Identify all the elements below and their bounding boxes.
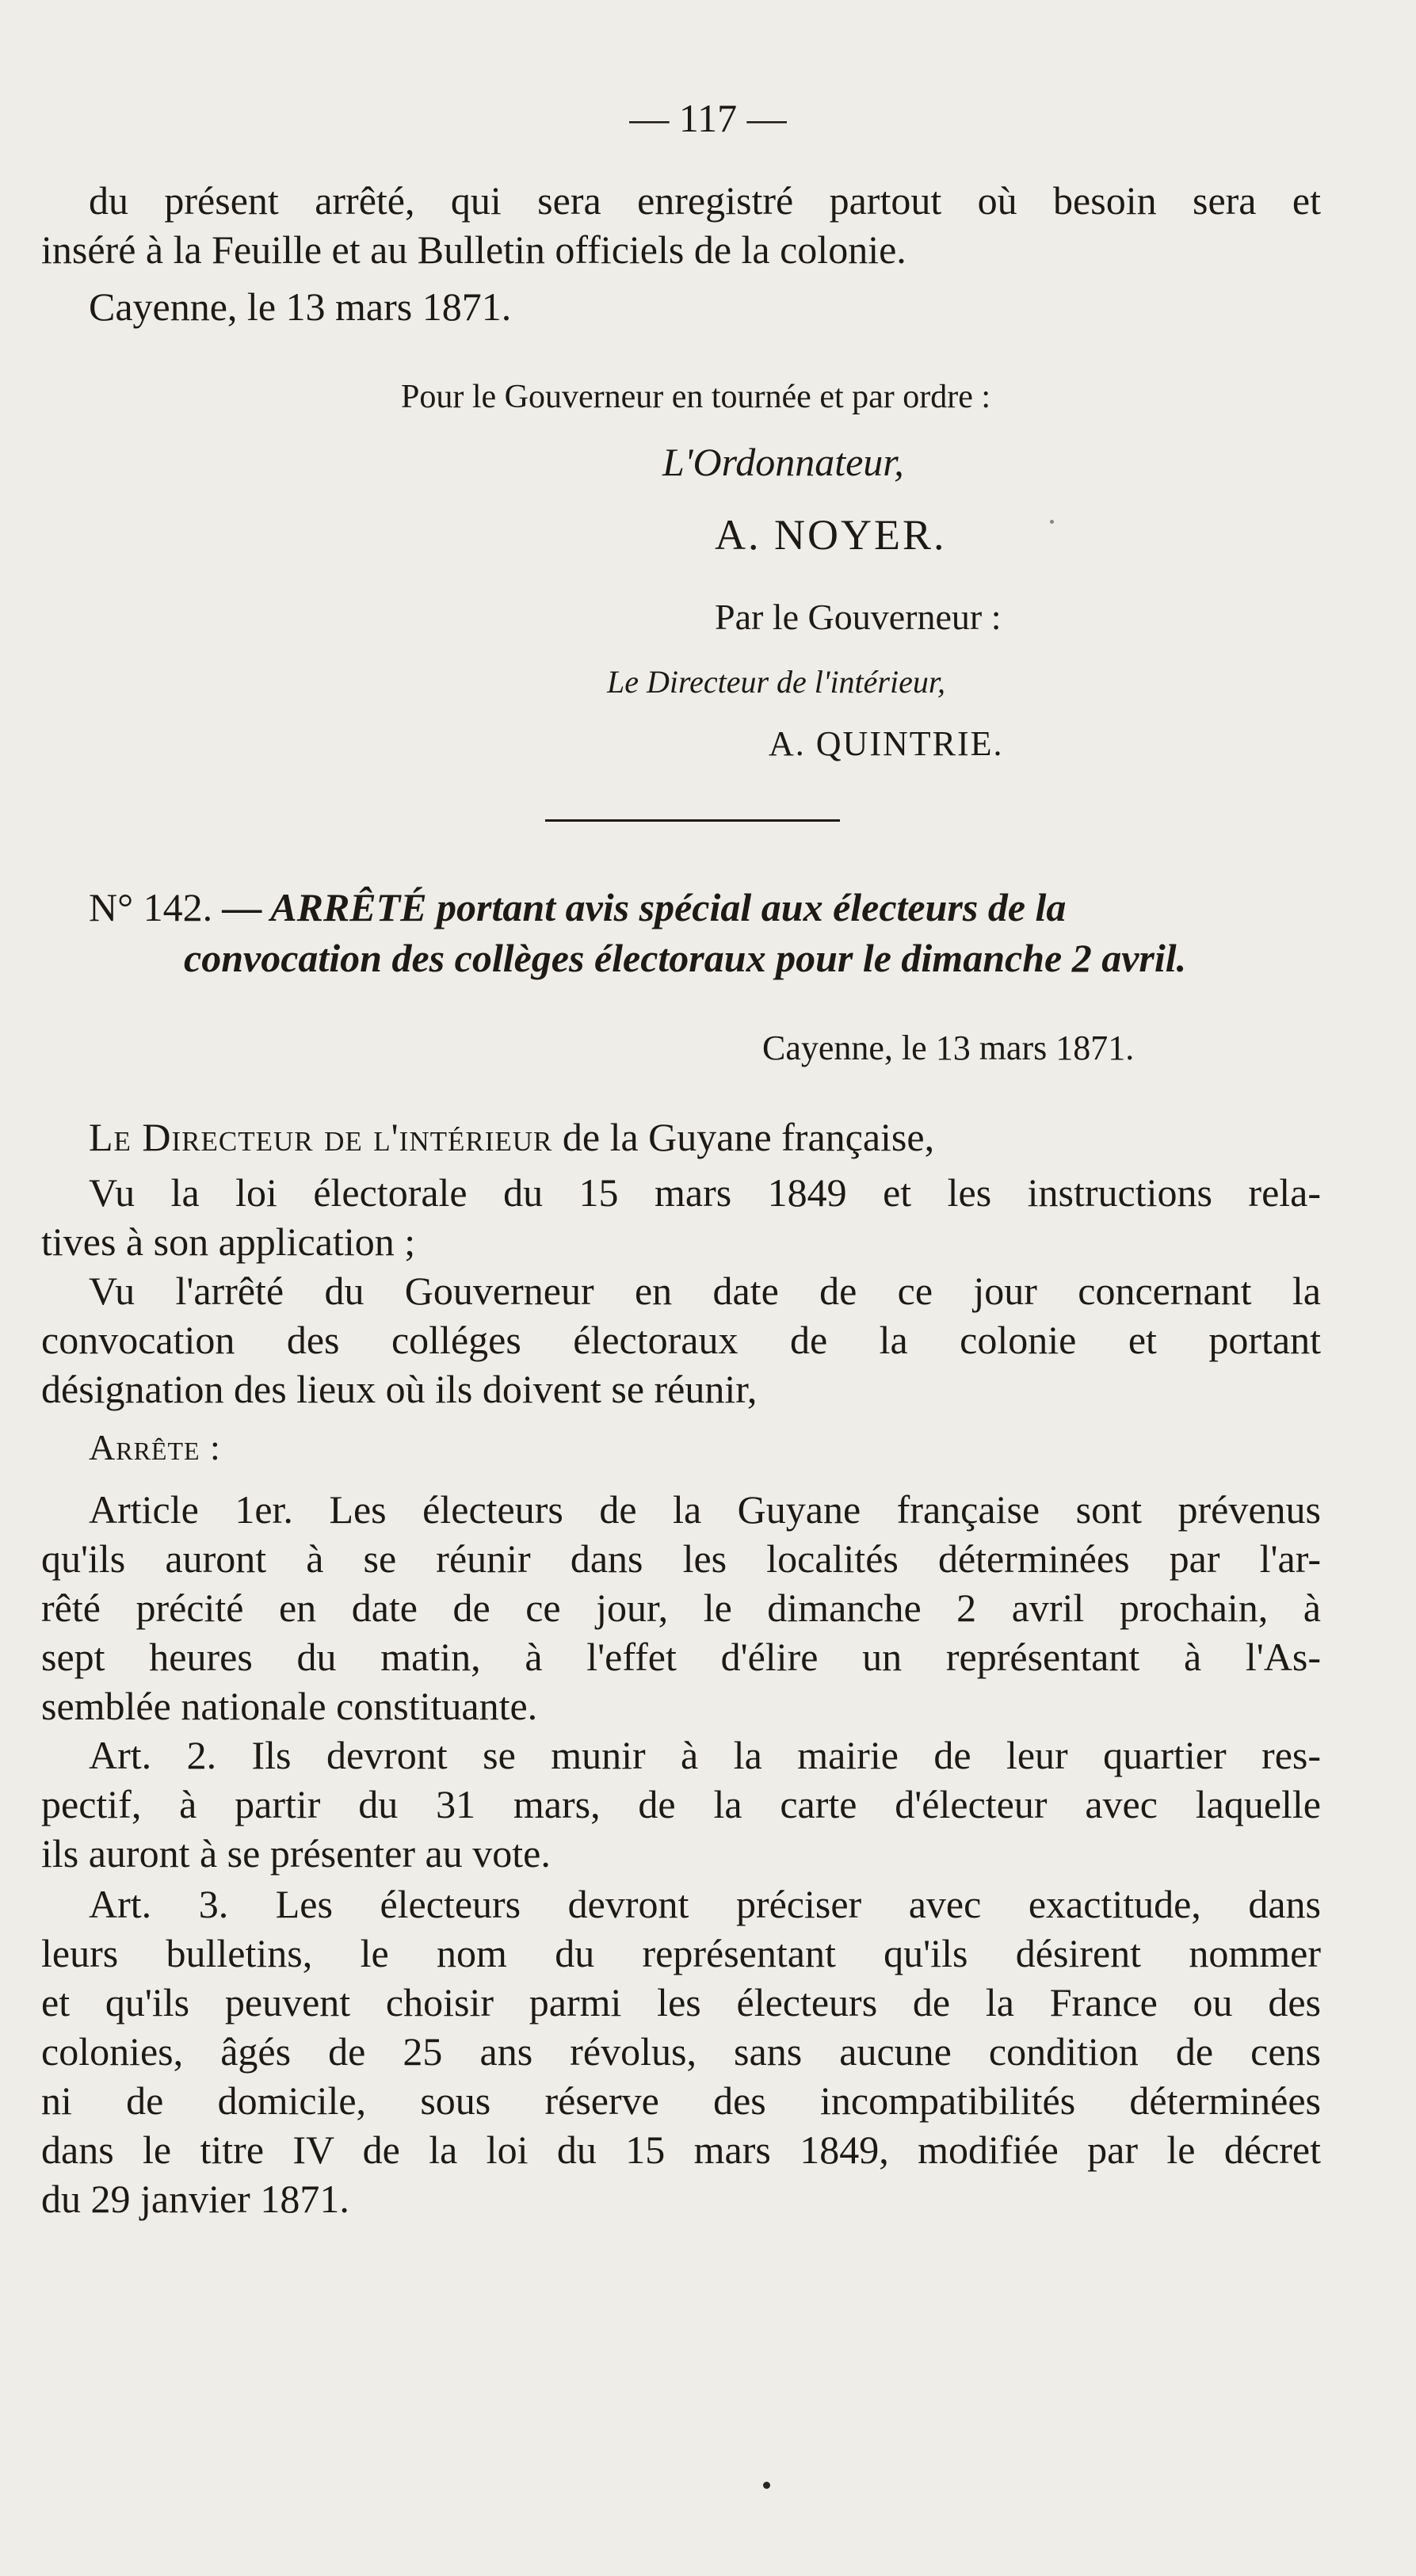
- art1-line-3: rêté précité en date de ce jour, le dimanche 2 avril prochain, à: [41, 1586, 1321, 1630]
- signature-directeur-name: A. QUINTRIE.: [769, 724, 1004, 763]
- arrete-title-part-2: convocation des collèges électoraux pour le dimanche 2 avril.: [184, 936, 1187, 980]
- directeur-smallcaps: Le Directeur de l'intérieur: [89, 1115, 553, 1159]
- directeur-rest: de la Guyane française,: [552, 1115, 935, 1159]
- arrete-label: Arrête :: [89, 1427, 221, 1467]
- art1-line-5: semblée nationale constituante.: [41, 1684, 538, 1728]
- art1-line-2: qu'ils auront à se réunir dans les localités déterminées par l'ar-: [41, 1536, 1321, 1581]
- art3-line-4: colonies, âgés de 25 ans révolus, sans aucune condition de cens: [41, 2029, 1321, 2074]
- art2-line-1: Art. 2. Ils devront se munir à la mairie de leur quartier res-: [89, 1733, 1321, 1777]
- art3-line-3: et qu'ils peuvent choisir parmi les électeurs de la France ou des: [41, 1980, 1321, 2025]
- signature-directeur-title: Le Directeur de l'intérieur,: [607, 664, 945, 700]
- first-date: Cayenne, le 13 mars 1871.: [89, 284, 512, 329]
- art3-line-6: dans le titre IV de la loi du 15 mars 1849, modifiée par le décret: [41, 2128, 1321, 2172]
- print-speck: [1050, 520, 1054, 524]
- vu1-line-1: Vu la loi électorale du 15 mars 1849 et les instructions rela-: [89, 1170, 1321, 1215]
- arrete-heading-line-1: [89, 883, 1321, 932]
- directeur-line: [89, 1112, 934, 1162]
- arrete-number: N° 142.: [89, 885, 213, 929]
- page-number: — 117 —: [629, 96, 787, 140]
- art2-line-2: pectif, à partir du 31 mars, de la carte d'électeur avec laquelle: [41, 1782, 1321, 1826]
- continuation-line-1: du présent arrêté, qui sera enregistré partout où besoin sera et: [89, 178, 1321, 223]
- signature-ordonnateur-title: L'Ordonnateur,: [662, 440, 904, 484]
- art2-line-3: ils auront à se présenter au vote.: [41, 1831, 551, 1876]
- art1-line-4: sept heures du matin, à l'effet d'élire un représentant à l'As-: [41, 1635, 1321, 1679]
- vu2-line-1: Vu l'arrêté du Gouverneur en date de ce jour concernant la: [89, 1269, 1321, 1313]
- section-divider: [545, 819, 840, 822]
- signature-pour-gouverneur: Pour le Gouverneur en tournée et par ordre :: [401, 379, 991, 415]
- continuation-line-2: inséré à la Feuille et au Bulletin officiels de la colonie.: [41, 227, 906, 272]
- second-date: Cayenne, le 13 mars 1871.: [762, 1028, 1135, 1067]
- print-dot: [763, 2482, 770, 2489]
- vu2-line-3: désignation des lieux où ils doivent se réunir,: [41, 1367, 758, 1411]
- signature-ordonnateur-name: A. NOYER.: [715, 511, 947, 559]
- signature-par-gouverneur: Par le Gouverneur :: [715, 597, 1002, 637]
- art3-line-1: Art. 3. Les électeurs devront préciser avec exactitude, dans: [89, 1882, 1321, 1926]
- art3-line-5: ni de domicile, sous réserve des incompatibilités déterminées: [41, 2078, 1321, 2123]
- vu1-line-2: tives à son application ;: [41, 1219, 416, 1264]
- arrete-title-part-1: — ARRÊTÉ portant avis spécial aux électeurs de la: [222, 885, 1067, 929]
- art1-line-1: Article 1er. Les électeurs de la Guyane française sont prévenus: [89, 1487, 1321, 1532]
- art3-line-7: du 29 janvier 1871.: [41, 2177, 349, 2221]
- art3-line-2: leurs bulletins, le nom du représentant qu'ils désirent nommer: [41, 1931, 1321, 1975]
- vu2-line-2: convocation des colléges électoraux de la colonie et portant: [41, 1318, 1321, 1362]
